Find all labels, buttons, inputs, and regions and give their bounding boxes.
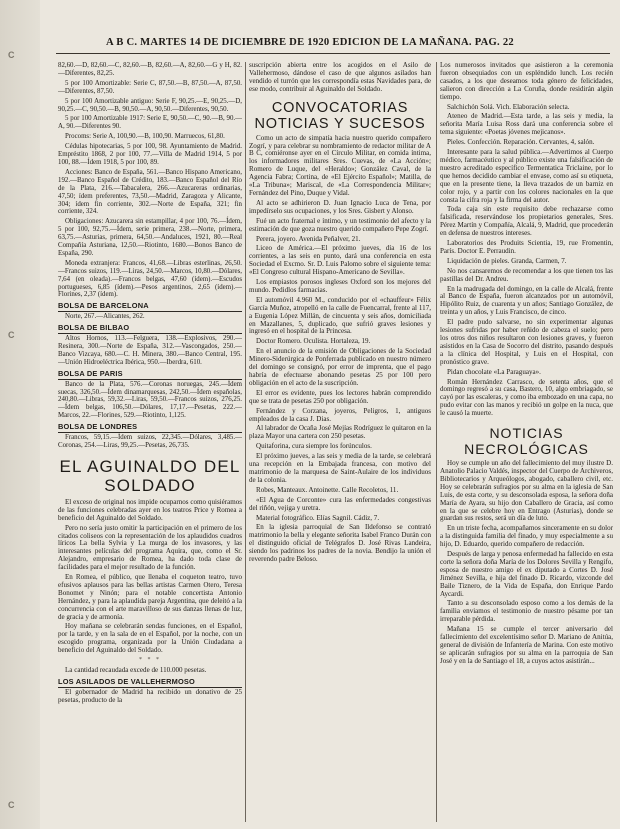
- market-line: Procoms: Serie A, 100,90.—B, 100,90. Marruecos, 61,80.: [65, 133, 225, 141]
- headline-convocatorias: CONVOCATORIAS NOTICIAS Y SUCESOS: [254, 99, 426, 132]
- article-paragraph: Fué un acto fraternal e íntimo, y un testimonio del afecto y la estimación de que goza nuestro querido compañero Pepe Zogrí.: [249, 216, 431, 233]
- market-line: 5 por 100 Amortizable 1917: Serie E, 90,50.—C, 90.—B, 90.—A, 90.—Diferentes 90.: [58, 115, 242, 131]
- article-paragraph: Pero no sería justo omitir la participación en el primero de los citados coliseos con la representación de los aplaudidos cuadros líricos La bella Sylvia y La murga de los invasores, y las interesantes películas del programa Aquira, que, como el Sr. Alejandro, empresario de Romea, ha dado toda clase de facilidades para el mejor resultado de la función.: [58, 523, 242, 572]
- paris-quotes: Banco de la Plata, 576.—Coronas noruegas, 245.—Ídem suecas, 326,50.—Ídem dinamarquesas, 242,50.—Ídem españolas, 240,80.—Libras, 59,32.—Liras, 59,50.—Francos suizos, 276,25.—Ídem belgas, 106,50.—Dólares, 17,17.—Pesetas, 222.—Marcos, 22.—Florines, 529.—Riotinto, 1,125.: [58, 380, 242, 420]
- article-paragraph: En Romea, el público, que llenaba el coqueton teatro, tuvo efusivos aplausos para las bellas artistas Carmen Otero, Teresa Bonomet y Ninón; para el notable concertista Antonio Hernández, y para la aplaudida pareja Argentina, que deleitó a la concurrencia con el arte maravilloso de sus danzas llenas de luz, de gracia y de armonía.: [58, 573, 242, 621]
- article-paragraph: El gobernador de Madrid ha recibido un donativo de 25 pesetas, producto de la: [58, 687, 242, 704]
- market-line: Obligaciones: Azucarera sin estampillar, 4 por 100, 76.—Ídem, 5 por 100, 92,75.—Ídem, serie primera, 238.—Norte, primera, 63,75.—Asturias, primera, 64,50.—Andaluces, 1921, 80.—Real Compañía Asturiana, 12,50.—Riotinto, 1680.—Bonos Banco de España, 290.: [58, 218, 242, 257]
- section-heading-bilbao: BOLSA DE BILBAO: [58, 324, 242, 334]
- article-paragraph: El padre pudo salvarse, no sin experimentar algunas lesiones sufridas por haber reñido de cabeza el suelo; pero los otros dos niños resultaron con lesiones graves, y fueron asistidos en la Casa de Socorro del distrito, pasando después a la clínica del Hospital, y Luis en el Hospital, con pronóstico grave.: [440, 318, 613, 366]
- market-line: 82,60.—D, 82,60.—C, 82,60.—B, 82,60.—A, 82,60.—G y H, 82.—Diferentes, 82,25.: [58, 62, 242, 77]
- advert-line: Laboratorios des Produits Scientia, 19, rue Fromentin, París. Doctor E. Perraudin.: [440, 239, 613, 255]
- margin-mark-top: C: [8, 50, 15, 60]
- page-margin-strip: [0, 0, 40, 829]
- article-paragraph: Los numerosos invitados que asistieron a la ceremonia fueron obsequiados con un espléndido lunch. Los recién casados, a los que deseamos toda género de felicidades, salieron con dirección a La Coruña, donde residirán algún tiempo.: [440, 62, 613, 101]
- advert-line: Los empiastos porosos ingleses Oxford son los mejores del mundo. Pedidlos farmacias.: [249, 278, 431, 294]
- article-paragraph: Ateneo de Madrid.—Esta tarde, a las seis y media, la señorita María Luisa Ross dará una conferencia sobre el tema siguiente: «Poetas jóvenes mejicanos».: [440, 112, 613, 137]
- advert-line: Quitaforina, cura siempre los forúnculos.: [256, 442, 372, 451]
- section-heading-paris: BOLSA DE PARIS: [58, 370, 242, 380]
- article-paragraph: El exceso de original nos impide ocuparnos como quisiéramos de las funciones celebradas ayer en los teatros Price y Romea a beneficio del Aguinaldo del Soldado.: [58, 497, 242, 522]
- column-3: [440, 62, 613, 822]
- market-line: 5 por 100 Amortizable antiguo: Serie F, 90,25.—E, 90,25.—D, 90,25.—C, 90,50.—B, 90,50.—A, 90,50.—Diferentes, 90,50.: [58, 97, 242, 113]
- advert-line: Pidan chocolate «La Paraguaya».: [447, 367, 541, 376]
- obituary-paragraph: Después de larga y penosa enfermedad ha fallecido en esta corte la señora doña María de los Dolores Sevilla y Rengifo, esposa de nuestro amigo el ex diputado a Cortes D. José Jiménez Sevilla, e hija del finado D. Ricardo, vizconde del Baile Tiznero, de la Vida de España, don Enrique Pardo Aycardi.: [440, 550, 613, 598]
- page-header: A B C. MARTES 14 DE DICIEMBRE DE 1920 EDICION DE LA MAÑANA. PAG. 22: [106, 37, 514, 48]
- headline-necrologicas: NOTICIAS NECROLÓGICAS: [464, 425, 589, 458]
- margin-mark-middle: C: [8, 330, 15, 340]
- section-heading-asilados: LOS ASILADOS DE VALLEHERMOSO: [58, 678, 242, 688]
- margin-mark-bottom: C: [8, 800, 15, 810]
- barcelona-quotes: Norte, 267.—Alicantes, 262.: [65, 313, 145, 321]
- obituary-paragraph: En un triste fecha, acompañamos sinceramente en su dolor a la distinguida familia del finado, y muy especialmente a su hijo, D. Eduardo, querido compañero de redacción.: [440, 524, 613, 549]
- column-divider-1: [245, 62, 246, 822]
- article-paragraph: En la iglesia parroquial de San Ildefonso se contrató matrimonio la bella y elegante señorita Isabel Franco Durán con el distinguido oficial de Telégrafos D. José Rivas Landeira, siendo los padrinos los padres de la novia. Bendijo la unión el reverendo padre Beloso.: [249, 523, 431, 564]
- column-divider-2: [436, 62, 437, 822]
- advert-line: Liquidación de pieles. Granda, Carmen, 7.: [447, 256, 567, 265]
- advert-line: Perera, joyero. Avenida Peñalver, 21.: [256, 234, 361, 243]
- obituary-paragraph: Hoy se cumple un año del fallecimiento del muy ilustre D. Anatolio Palacio Valdés, inspector del Cuerpo de Archiveros, Bibliotecarios y Arqueólogos, abogado, caballero civil, etc. Hoy se celebrarán sufragios por su alma en la iglesia de San Luis, de esta corte, y su desconsolada esposa, la señora doña María de Ayara, su hijo don Caballero de Gracia, así como en la que se celebre hoy en Entrago (Asturias), donde se guardan sus restos, será un día de luto.: [440, 459, 613, 523]
- article-paragraph: El próximo jueves, a las seis y media de la tarde, se celebrará una recepción en la Embajada francesa, con motivo del matrimonio de la marquesa de Saint-Aulaire de los individuos de la colonia.: [249, 452, 431, 484]
- section-heading-barcelona: BOLSA DE BARCELONA: [58, 302, 242, 312]
- obituary-paragraph: Mañana 15 se cumple el tercer aniversario del fallecimiento del excelentísimo señor D. Mariano de Anitúa, general de división de Infantería de Marina. Con este motivo se aplicarán sufragios por su alma en la parroquia de San José y en la de Santiago el 18, a cuyos actos asistirán...: [440, 625, 613, 665]
- article-paragraph: Toda caja sin este requisito debe rechazarse como falsificada, reservándose los propietarios generales, Sres. Pérez Martín y Compañía, Alcalá, 9, Madrid, que procederán en defensa de nuestros intereses.: [440, 205, 613, 238]
- article-paragraph: El automóvil 4.960 M., conducido por el «chauffeur» Félix García Muñoz, atropelló en la calle de Fuencarral, frente al 117, a Eugenia López Millán, de cincuenta y seis años, domiciliada en Mazallanes, 5, duplicado, que sufrió graves lesiones y ingresó en el hospital de la Princesa.: [249, 295, 431, 336]
- article-paragraph: Hoy mañana se celebrarán sendas funciones, en el Español, por la tarde, y en la sala de en el Español, por la noche, con un escogido programa, organizada por la Unión Ciudadana a beneficio del Aguinaldo del Soldado.: [58, 622, 242, 655]
- advert-line: Salchichón Solá. Vich. Elaboración selecta.: [447, 102, 570, 111]
- bilbao-quotes: Altos Hornos, 113.—Felguera, 138.—Explosivos, 290.—Resinera, 300.—Norte de España, 312.—Vascongados, 250.—Banco Vizcaya, 680.—C. H. Minera, 380.—Banco Central, 195.—Unión Hidroeléctrica Ibérica, 950.—Iberdra, 610.: [58, 335, 242, 366]
- advert-line: Material fotográfico. Elías Sagnil. Cádiz, 7.: [256, 513, 380, 522]
- article-paragraph: El error es evidente, pues los lectores habrán comprendido que se trata de pesetas 250 por obligación.: [249, 388, 431, 405]
- section-heading-londres: BOLSA DE LONDRES: [58, 423, 242, 433]
- advert-line: «El Agua de Corconte» cura las enfermedades congestivas del riñón, vejiga y uretra.: [249, 495, 431, 512]
- article-paragraph: Román Hernández Carrasco, de setenta años, que el domingo regresó a su casa, Bastero, 10, algo embriagado, se cayó por las escaleras, y como iba embozado en una capa, no pudo evitar con las manos y recibió un golpe en la nuca, que le causó la muerte.: [440, 377, 613, 418]
- column-2: [249, 62, 431, 822]
- advert-line: Doctor Romero. Oculista. Hortaleza, 19.: [256, 337, 371, 346]
- market-line: 5 por 100 Amortizable: Serie C, 87,50.—B, 87,50.—A, 87,50.—Diferentes, 87,50.: [58, 79, 242, 95]
- article-paragraph: Como un acto de simpatía hacia nuestro querido compañero Zogrí, y para celebrar su nombramiento de redactor militar de A B C, comiéronse ayer en el Círculo Militar, en comida íntima, los informadores militares Sres. Cuevas, de «La Acción»; Romero de Luque, del «Heraldo»; González Caval, de la Agencia Fabra; Cortina, de «El Ejército Español»; Matilla, de «La Tribuna»; Mariscal, de «La Correspondencia Militar»; Fernández del Pino, Duque y Vidal.: [249, 133, 431, 197]
- article-paragraph: En la madrugada del domingo, en la calle de Alcalá, frente al Banco de España, fueron alcanzados por un automóvil, Hipólito Ruiz, de cuarenta y un años; Santiago González, de treinta y un años, y Luis Francisco, de cinco.: [440, 284, 613, 317]
- advert-line: Fernández y Corzana, joyeros, Peligros, 1, antiguos empleados de la casa J. Dias.: [249, 406, 431, 423]
- column-1: [58, 62, 242, 822]
- londres-quotes: Francos, 59,15.—Ídem suizos, 22,345.—Dólares, 3,485.—Coronas, 254.—Liras, 99,25.—Pesetas, 26,735.: [58, 434, 242, 449]
- advert-line: No nos cansaremos de recomendar a los que tienen tos las pastillas del Dr. Andreu.: [440, 266, 613, 283]
- market-line: Acciones: Banco de España, 561.—Banco Hispano Americano, 192.—Banco Español de Crédito, 183.—Banco Español del Río de la Plata, 216.—Tabacalera, 266.—Azucareras ordinarias, 47,50; ídem preferentes, 73,50.—Madrid, Zaragoza y Alicante, 304; ídem fin corriente, 302.—Norte de España, 321; fin corriente, 324.: [58, 168, 242, 216]
- article-paragraph: Liceo de América.—El próximo jueves, día 16 de los corrientes, a las seis en punto, dará una conferencia en esta Sociedad el Excmo. Sr. D. Luis Palomo sobre el siguiente tema: «El Congreso cultural Hispano-Americano de Sevilla».: [249, 244, 431, 277]
- advert-line: Robes, Manteaux. Antoinette. Calle Recoletos, 11.: [256, 485, 399, 494]
- obituary-paragraph: Tanto a su desconsolado esposo como a los demás de la familia enviamos el testimonio de nuestro pésame por tan irreparable pérdida.: [440, 599, 613, 624]
- article-paragraph: Al labrador de Ocaña José Mejías Rodríguez le quitaron en la plaza Mayor una cartera con 250 pesetas.: [249, 424, 431, 441]
- separator-dots: * * *: [139, 657, 161, 664]
- article-paragraph: suscripción abierta entre los acogidos en el Asilo de Vallehermoso, dándose el caso de que algunos asilados han vendido el turrón que les correspondía estas Navidades para, de ese modo, contribuir al Aguinaldo del Soldado.: [249, 62, 431, 93]
- article-paragraph: Al acto se adhirieron D. Juan Ignacio Luca de Tena, por impedírselo sus ocupaciones, y los Sres. Gisbert y Alonso.: [249, 198, 431, 215]
- article-paragraph: En el anuncio de la emisión de Obligaciones de la Sociedad Minero-Siderúrgica de Ponferrada publicado en nuestro número del domingo se consignó, por error de imprenta, que el pago habría de efectuarse abonando pesetas 25 por 100 pero obligación en el acto de la suscripción.: [249, 347, 431, 387]
- market-line: Cédulas hipotecarias, 5 por 100, 98. Ayuntamiento de Madrid. Empréstito 1868, 2 por 100, 77.—Villa de Madrid 1914, 5 por 100, 88.—Ídem 1918, 5 por 100, 89.: [58, 143, 242, 166]
- market-line: Moneda extranjera: Francos, 41,68.—Libras esterlinas, 26,50.—Francos suizos, 119.—Liras, 24,50.—Marcos, 10,80.—Dólares, 7,64 (en oleada).—Francos belgas, 47,60 (ídem).—Escudos portugueses, 6,85 (ídem).—Pesos argentinos, 2,65 (ídem).—Florines, 2,37 (ídem).: [58, 259, 242, 299]
- article-paragraph: La cantidad recaudada excede de 110.000 pesetas.: [65, 666, 207, 674]
- article-paragraph: Interesante para la salud pública.—Advertimos al Cuerpo médico, farmacéutico y al público existe una falsificación de nuestro acreditado específico Termentatica Triclaine, por lo que hemos decidido cambiar el envase, como así su etiqueta, que en la presente tiene, la lleva trazados de un barniz en color rojo, y a partir con los colores nacionales en la que consta la cifra roja y la firma del autor.: [440, 148, 613, 204]
- advert-line: Pieles. Confección. Reparación. Cervantes, 4, salón.: [447, 138, 595, 147]
- headline-aguinaldo: EL AGUINALDO DEL SOLDADO: [59, 456, 241, 495]
- header-rule: [56, 53, 610, 54]
